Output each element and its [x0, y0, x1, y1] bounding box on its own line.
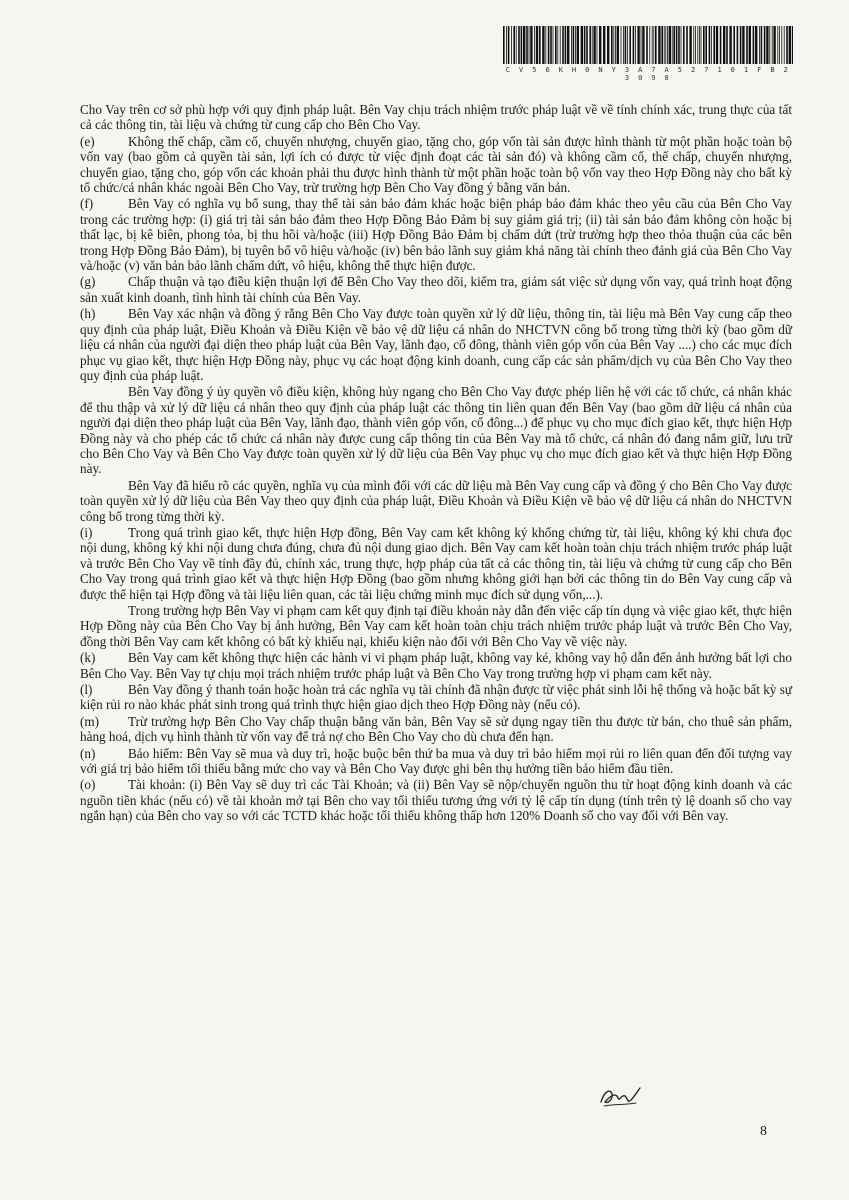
barcode-bar: [781, 26, 782, 64]
barcode-bar: [542, 26, 544, 64]
barcode-bar: [523, 26, 525, 64]
clause-paragraph: [80, 746, 792, 777]
barcode-bar: [686, 26, 688, 64]
clause-text: Chấp thuận và tạo điều kiện thuận lợi để Bên Cho Vay theo dõi, kiểm tra, giám sát việc sử dụng vốn vay, quá trình hoạt động sản xuất kinh doanh, tình hình tài chính của Bên Vay.: [80, 274, 792, 305]
clause-text: Bên Vay đồng ý thanh toán hoặc hoàn trả các nghĩa vụ tài chính đã nhận được từ việc phát sinh lỗi hệ thống và hoặc bất kỳ sự kiện rủi ro nào khác phát sinh trong quá trình thực hiện giao dịch theo Hợp Đồng này (nếu có).: [80, 682, 792, 713]
barcode-bar: [593, 26, 595, 64]
barcode-bar: [711, 26, 712, 64]
barcode-bar: [672, 26, 673, 64]
clause-label: (f): [80, 196, 94, 212]
clause-text: Bên Vay đồng ý ủy quyền vô điều kiện, không hủy ngang cho Bên Cho Vay được phép liên hệ với các tổ chức, cá nhân khác để thu thập và xử lý dữ liệu cá nhân theo quy định của pháp luật các thông tin liên quan đến Bên Vay (bao gồm dữ liệu cá nhân của người đại diện theo pháp luật của Bên Vay, lãnh đạo, thành viên góp vốn, cổ đông...) để phục vụ cho mục đích giao kết, thực hiện Hợp Đồng này và cho phép các tổ chức cá nhân này được cung cấp thông tin của Bên Vay mà tổ chức, cá nhân đó đang nắm giữ, lưu trữ cho Bên Cho Vay và Bên Cho Vay được toàn quyền xử lý dữ liệu của Bên Vay phục vụ cho mục đích giao kết và thực hiện Hợp Đồng này.: [80, 384, 792, 477]
barcode-bar: [693, 26, 694, 64]
barcode-bar: [653, 26, 654, 64]
barcode-bar: [699, 26, 700, 64]
barcode-bar: [577, 26, 579, 64]
barcode-bar: [548, 26, 550, 64]
clause-paragraph: [80, 478, 792, 524]
barcode-bar: [599, 26, 601, 64]
barcode-bar: [637, 26, 639, 64]
barcode-bar: [511, 26, 512, 64]
barcode-bar: [503, 26, 505, 64]
barcode-bar: [705, 26, 707, 64]
barcode-bar: [759, 26, 760, 64]
barcode-bar: [508, 26, 510, 64]
barcode-bar: [623, 26, 624, 64]
barcode-bar: [777, 26, 778, 64]
barcode-bar: [701, 26, 702, 64]
clause-label: (h): [80, 306, 96, 322]
barcode-bar: [575, 26, 576, 64]
clause-text: Trong quá trình giao kết, thực hiện Hợp đồng, Bên Vay cam kết không ký khống chứng từ, tài liệu, không ký khi chưa đọc nội dung, không ký khi nội dung chưa đúng, chưa đủ nội dung giao dịch. Bên Vay cam kết hoàn toàn chịu trách nhiệm trước pháp luật và trước Bên Cho Vay về tính đầy đủ, chính xác, trung thực, hợp pháp của tất cả các thông tin, tài liệu và chứng từ cung cấp cho Bên Cho Vay trong quá trình giao kết và thực hiện Hợp Đồng (bao gồm nhưng không giới hạn bởi các thông tin do Bên Vay cung cấp và được thể hiện tại Hợp đồng và tài liệu liên quan, các tài liệu chứng minh mục đích sử dụng vốn,...).: [80, 524, 792, 602]
clause-text: Bên Vay cam kết không thực hiện các hành vi vi phạm pháp luật, không vay ké, không vay hộ dẫn đến ảnh hưởng bất lợi cho Bên Cho Vay. Bên Vay tự chịu mọi trách nhiệm trước pháp luật và Bên Cho Vay trong trường hợp vi phạm cam kết này.: [80, 650, 792, 681]
barcode-bar: [713, 26, 715, 64]
barcode-bar: [529, 26, 530, 64]
barcode-bar: [655, 26, 657, 64]
barcode-bar: [567, 26, 569, 64]
clause-label: (g): [80, 274, 96, 290]
clause-text: Bên Vay có nghĩa vụ bổ sung, thay thế tài sản bảo đảm khác hoặc biện pháp bảo đảm khác theo yêu cầu của Bên Cho Vay trong các trường hợp: (i) giá trị tài sản bảo đảm theo Hợp Đồng Bảo Đảm bị suy giảm giá trị; (ii) tài sản bảo đảm không còn hoặc bị thất lạc, bị kê biên, phong tỏa, bị thu hồi và/hoặc (iii) Hợp Đồng Bảo Đảm bị chấm dứt (trừ trường hợp theo thỏa thuận của các bên trong Hợp Đồng Bảo Đảm), bị tuyên bố vô hiệu và/hoặc (iv) bên bảo lãnh suy giảm khả năng tài chính theo đánh giá của Bên Cho Vay và/hoặc (v) văn bản bảo lãnh chấm dứt, vô hiệu, không thể thực hiện được.: [80, 196, 792, 274]
barcode-bar: [720, 26, 722, 64]
barcode-bar: [560, 26, 561, 64]
barcode-bar: [761, 26, 763, 64]
barcode: [503, 26, 793, 82]
barcode-bar: [669, 26, 671, 64]
barcode-bar: [641, 26, 642, 64]
barcode-bar: [726, 26, 728, 64]
barcode-bar: [723, 26, 725, 64]
barcode-bar: [573, 26, 575, 64]
barcode-icon: [503, 26, 793, 64]
clause-text: Không thế chấp, cầm cố, chuyển nhượng, chuyển giao, tặng cho, góp vốn tài sản được hình thành từ một phần hoặc toàn bộ vốn vay (bao gồm cả quyền tài sản, lợi ích có được từ việc định đoạt các tài sản đó) và không cầm cố, thế chấp, chuyển nhượng, chuyển giao, tặng cho, góp vốn các khoản phải thu được hình thành từ một phần hoặc toàn bộ vốn vay theo Hợp Đồng này cho bất kỳ tổ chức/cá nhân khác ngoài Bên Cho Vay, trừ trường hợp Bên Cho Vay đồng ý bằng văn bản.: [80, 133, 792, 196]
barcode-bar: [597, 26, 598, 64]
signature-icon: [598, 1082, 642, 1110]
barcode-bar: [539, 26, 541, 64]
barcode-bar: [530, 26, 532, 64]
clause-text: Trừ trường hợp Bên Cho Vay chấp thuận bằng văn bản, Bên Vay sẽ sử dụng ngay tiền thu được từ bán, cho thuê sản phẩm, hàng hoá, dịch vụ hình thành từ vốn vay để trả nợ cho Bên Cho Vay cho dù chưa đến hạn.: [80, 713, 792, 745]
barcode-bar: [683, 26, 685, 64]
barcode-bar: [635, 26, 636, 64]
barcode-bar: [658, 26, 660, 64]
barcode-bar: [621, 26, 622, 64]
clause-paragraph: [80, 134, 792, 196]
barcode-bar: [633, 26, 635, 64]
clause-text: Trong trường hợp Bên Vay vi phạm cam kết quy định tại điều khoản này dẫn đến việc cấp tín dụng và việc giao kết, thực hiện Hợp Đồng này của Bên Cho Vay bị ảnh hưởng, Bên Vay cam kết hoàn toàn chịu trách nhiệm trước pháp luật và trước Bên Cho Vay, đồng thời Bên Vay cam kết không có bất kỳ khiếu nại, khiếu kiện nào đối với Bên Cho Vay về việc này.: [80, 603, 792, 649]
barcode-bar: [516, 26, 517, 64]
barcode-bar: [766, 26, 768, 64]
barcode-bar: [742, 26, 744, 64]
barcode-bar: [550, 26, 552, 64]
barcode-bar: [625, 26, 627, 64]
clause-paragraph: [80, 777, 792, 823]
barcode-bar: [703, 26, 705, 64]
clause-text: Cho Vay trên cơ sở phù hợp với quy định pháp luật. Bên Vay chịu trách nhiệm trước pháp luật về về tính chính xác, trung thực của tất cả các thông tin, tài liệu và chứng từ cung cấp cho Bên Cho Vay.: [80, 102, 792, 133]
barcode-bar: [676, 26, 678, 64]
barcode-bar: [611, 26, 613, 64]
barcode-bar: [737, 26, 739, 64]
barcode-bar: [678, 26, 680, 64]
clause-label: (n): [80, 745, 96, 761]
clause-paragraph: [80, 714, 792, 745]
barcode-bar: [729, 26, 731, 64]
clause-paragraph: [80, 306, 792, 383]
barcode-bar: [545, 26, 546, 64]
barcode-bar: [607, 26, 609, 64]
clause-label: (k): [80, 650, 96, 666]
clause-paragraph: [80, 650, 792, 681]
barcode-bar: [521, 26, 523, 64]
clause-text: Bên Vay xác nhận và đồng ý rằng Bên Cho Vay được toàn quyền xử lý dữ liệu, thông tin, tài liệu mà Bên Vay cung cấp theo quy định của pháp luật, Điều Khoản và Điều Kiện về bảo vệ dữ liệu cá nhân do NHCTVN công bố trong từng thời kỳ (bao gồm dữ liệu cá nhân của người đại diện theo pháp luật của Bên Vay, lãnh đạo, cổ đông, thành viên góp vốn của Bên Vay ....) cho các mục đích phục vụ giao kết, thực hiện Hợp Đồng này, phục vụ các hoạt động kinh doanh, cung cấp các sản phẩm/dịch vụ của Bên Cho Vay theo quy định của pháp luật.: [80, 306, 792, 383]
clause-label: (o): [80, 777, 96, 793]
clause-paragraph: [80, 102, 792, 133]
barcode-bar: [681, 26, 682, 64]
barcode-bar: [667, 26, 668, 64]
clause-label: (l): [80, 682, 93, 698]
barcode-bar: [617, 26, 619, 64]
barcode-bar: [709, 26, 711, 64]
barcode-bar: [589, 26, 591, 64]
barcode-bar: [627, 26, 628, 64]
clause-paragraph: [80, 274, 792, 305]
barcode-bar: [613, 26, 614, 64]
barcode-bar: [716, 26, 718, 64]
barcode-bar: [536, 26, 538, 64]
barcode-bar: [740, 26, 742, 64]
clause-label: (m): [80, 713, 100, 729]
barcode-bar: [642, 26, 644, 64]
clause-label: (i): [80, 524, 93, 540]
clause-paragraph: [80, 196, 792, 273]
barcode-bar: [779, 26, 780, 64]
barcode-bar: [733, 26, 735, 64]
page-number: 8: [760, 1124, 767, 1139]
barcode-bar: [749, 26, 751, 64]
barcode-bar: [773, 26, 775, 64]
barcode-bar: [629, 26, 631, 64]
barcode-bar: [697, 26, 698, 64]
clause-paragraph: [80, 525, 792, 602]
barcode-bar: [553, 26, 554, 64]
barcode-bar: [506, 26, 507, 64]
clause-paragraph: [80, 603, 792, 649]
barcode-bar: [513, 26, 515, 64]
barcode-bar: [526, 26, 528, 64]
barcode-bar: [764, 26, 766, 64]
barcode-bar: [652, 26, 653, 64]
barcode-bar: [695, 26, 696, 64]
barcode-bar: [649, 26, 650, 64]
barcode-bar: [555, 26, 557, 64]
barcode-bar: [689, 26, 691, 64]
barcode-bar: [753, 26, 755, 64]
barcode-bar: [646, 26, 648, 64]
barcode-bar: [518, 26, 520, 64]
barcode-bar: [586, 26, 588, 64]
barcode-text: C V 5 6 K H 0 N Y 3 A 7 A 5 2 7 1 0 1 F B 2 3 0 9 8: [505, 66, 791, 82]
barcode-bar: [592, 26, 593, 64]
barcode-bar: [772, 26, 773, 64]
clause-label: (e): [80, 133, 95, 149]
barcode-bar: [557, 26, 558, 64]
barcode-bar: [664, 26, 665, 64]
document-body: [80, 102, 792, 825]
barcode-bar: [746, 26, 748, 64]
barcode-bar: [673, 26, 675, 64]
barcode-bar: [784, 26, 785, 64]
barcode-bar: [786, 26, 788, 64]
barcode-bar: [615, 26, 616, 64]
barcode-bar: [565, 26, 567, 64]
clause-paragraph: [80, 682, 792, 713]
barcode-bar: [571, 26, 572, 64]
barcode-bar: [661, 26, 663, 64]
barcode-bar: [769, 26, 770, 64]
barcode-bar: [534, 26, 535, 64]
clause-text: Bên Vay đã hiểu rõ các quyền, nghĩa vụ của mình đối với các dữ liệu mà Bên Vay cung cấp và đồng ý cho Bên Cho Vay được toàn quyền xử lý dữ liệu của Bên Vay theo quy định của pháp luật, Điều Khoản và Điều Kiện về bảo vệ dữ liệu cá nhân do NHCTVN công bố trong từng thời kỳ.: [80, 477, 792, 524]
barcode-bar: [562, 26, 564, 64]
clause-text: Tài khoản: (i) Bên Vay sẽ duy trì các Tài Khoản; và (ii) Bên Vay sẽ nộp/chuyển nguồn thu từ hoạt động kinh doanh và các nguồn tiền khác (nếu có) về tài khoản mở tại Bên cho vay tối thiểu tương ứng với tỷ lệ cấp tín dụng (tính trên tỷ lệ doanh số cho vay ngắn hạn) của Bên cho vay so với các TCTD khác hoặc tối thiểu không thấp hơn 120% Doanh số cho vay đối với Bên vay.: [80, 777, 792, 824]
barcode-bar: [665, 26, 666, 64]
barcode-bar: [755, 26, 757, 64]
barcode-bar: [603, 26, 605, 64]
barcode-bar: [792, 26, 793, 64]
barcode-bar: [789, 26, 791, 64]
clause-text: Bảo hiểm: Bên Vay sẽ mua và duy trì, hoặc buộc bên thứ ba mua và duy trì bảo hiểm mọi rủi ro liên quan đến đối tượng vay với giá trị bảo hiểm tối thiểu bằng mức cho vay và Bên Cho Vay được ghi bên thụ hưởng tiền bảo hiểm đầu tiên.: [80, 745, 792, 777]
barcode-bar: [581, 26, 583, 64]
barcode-bar: [584, 26, 586, 64]
clause-paragraph: [80, 384, 792, 476]
